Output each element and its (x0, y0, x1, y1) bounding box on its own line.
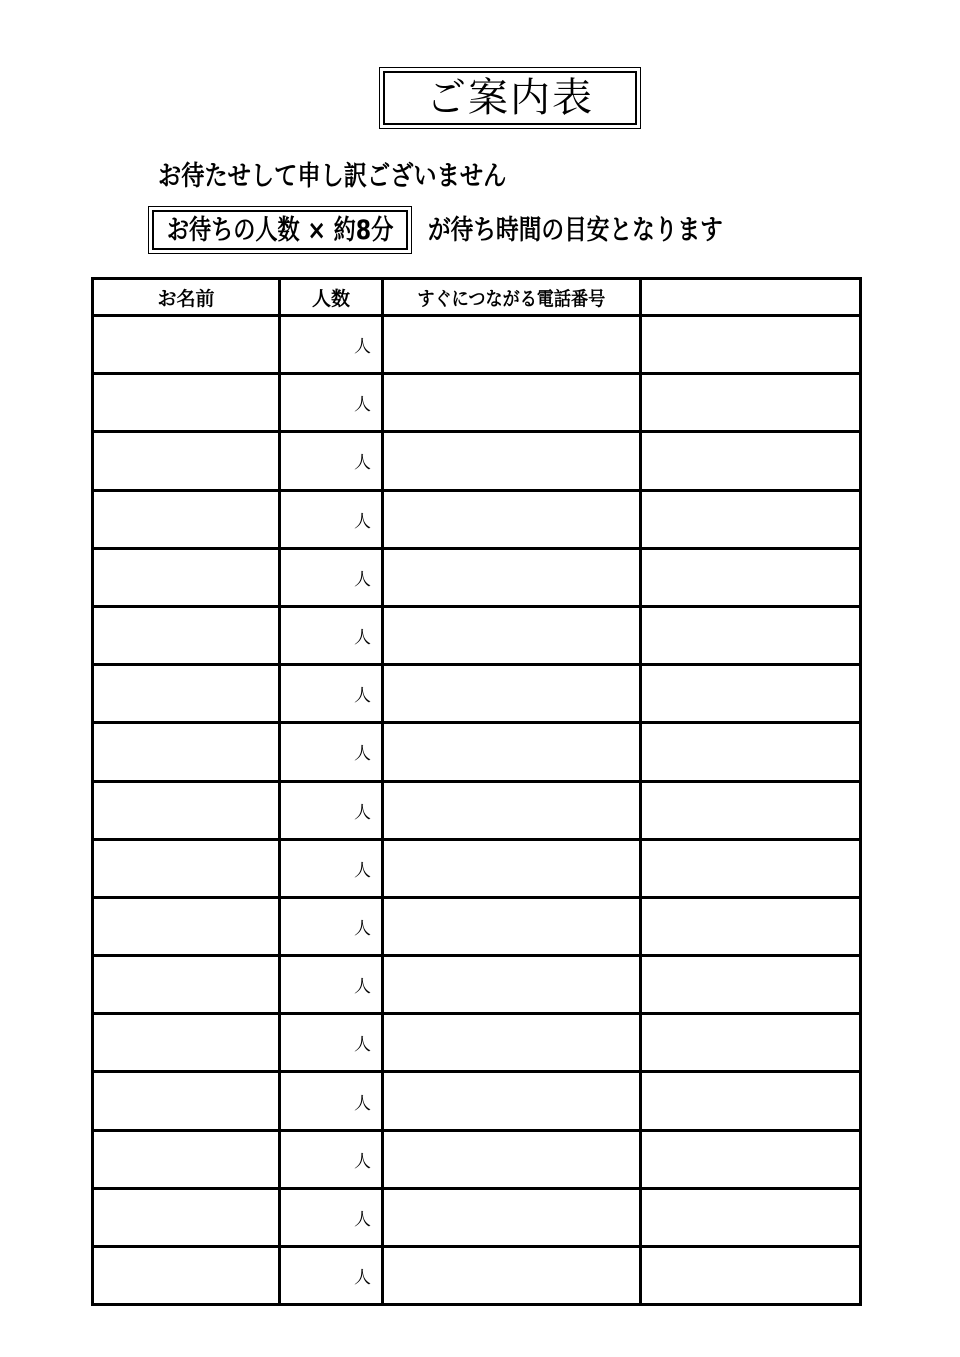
phone-cell[interactable] (383, 897, 641, 955)
party-size-cell[interactable] (280, 490, 383, 548)
name-cell[interactable] (93, 781, 280, 839)
name-cell[interactable] (93, 839, 280, 897)
party-size-cell[interactable] (280, 316, 383, 374)
extra-cell[interactable] (641, 956, 861, 1014)
extra-cell[interactable] (641, 897, 861, 955)
table-row (93, 781, 861, 839)
header-phone (383, 279, 641, 316)
header-phone-label: すぐにつながる電話番号 (417, 287, 606, 310)
phone-cell[interactable] (383, 1072, 641, 1130)
extra-cell[interactable] (641, 548, 861, 606)
header-name: お名前 (93, 279, 280, 316)
name-cell[interactable] (93, 897, 280, 955)
person-unit-label: 人 (354, 1209, 371, 1230)
table-row (93, 490, 861, 548)
table-row (93, 839, 861, 897)
party-size-cell[interactable] (280, 1247, 383, 1305)
table-row (93, 897, 861, 955)
phone-cell[interactable] (383, 1014, 641, 1072)
party-size-cell[interactable] (280, 606, 383, 664)
phone-cell[interactable] (383, 781, 641, 839)
person-unit-label: 人 (354, 977, 371, 998)
table-row (93, 665, 861, 723)
name-cell[interactable] (93, 1014, 280, 1072)
person-unit-label: 人 (354, 453, 371, 474)
party-size-cell[interactable] (280, 432, 383, 490)
phone-cell[interactable] (383, 1188, 641, 1246)
wait-formula-suffix: が待ち時間の目安となります (428, 215, 723, 246)
guest-list-table (91, 277, 862, 1306)
table-row (93, 1072, 861, 1130)
table-row (93, 956, 861, 1014)
name-cell[interactable] (93, 606, 280, 664)
extra-cell[interactable] (641, 723, 861, 781)
table-row (93, 606, 861, 664)
phone-cell[interactable] (383, 316, 641, 374)
person-unit-label: 人 (354, 628, 371, 649)
party-size-cell[interactable] (280, 839, 383, 897)
person-unit-label: 人 (354, 1151, 371, 1172)
name-cell[interactable] (93, 723, 280, 781)
name-cell[interactable] (93, 490, 280, 548)
party-size-cell[interactable] (280, 1014, 383, 1072)
phone-cell[interactable] (383, 839, 641, 897)
person-unit-label: 人 (354, 1268, 371, 1289)
phone-cell[interactable] (383, 548, 641, 606)
extra-cell[interactable] (641, 490, 861, 548)
guest-rows (93, 316, 861, 1305)
page-title: ご案内表 (426, 75, 594, 121)
header-extra (641, 279, 861, 316)
extra-cell[interactable] (641, 1072, 861, 1130)
phone-cell[interactable] (383, 374, 641, 432)
name-cell[interactable] (93, 374, 280, 432)
name-cell[interactable] (93, 548, 280, 606)
table-row (93, 316, 861, 374)
party-size-cell[interactable] (280, 897, 383, 955)
phone-cell[interactable] (383, 665, 641, 723)
extra-cell[interactable] (641, 1188, 861, 1246)
extra-cell[interactable] (641, 1247, 861, 1305)
phone-cell[interactable] (383, 1247, 641, 1305)
extra-cell[interactable] (641, 665, 861, 723)
person-unit-label: 人 (354, 802, 371, 823)
phone-cell[interactable] (383, 956, 641, 1014)
extra-cell[interactable] (641, 432, 861, 490)
name-cell[interactable] (93, 665, 280, 723)
party-size-cell[interactable] (280, 374, 383, 432)
phone-cell[interactable] (383, 490, 641, 548)
party-size-cell[interactable] (280, 1188, 383, 1246)
person-unit-label: 人 (354, 337, 371, 358)
title-box (379, 67, 641, 129)
person-unit-label: 人 (354, 686, 371, 707)
extra-cell[interactable] (641, 606, 861, 664)
party-size-cell[interactable] (280, 723, 383, 781)
extra-cell[interactable] (641, 781, 861, 839)
table-row (93, 1188, 861, 1246)
name-cell[interactable] (93, 1130, 280, 1188)
party-size-cell[interactable] (280, 1072, 383, 1130)
table-row (93, 374, 861, 432)
person-unit-label: 人 (354, 1035, 371, 1056)
table-header-row (93, 279, 861, 316)
table-row (93, 723, 861, 781)
phone-cell[interactable] (383, 606, 641, 664)
name-cell[interactable] (93, 432, 280, 490)
person-unit-label: 人 (354, 395, 371, 416)
table-row (93, 1130, 861, 1188)
table-row (93, 432, 861, 490)
phone-cell[interactable] (383, 1130, 641, 1188)
person-unit-label: 人 (354, 1093, 371, 1114)
table-row (93, 1014, 861, 1072)
name-cell[interactable] (93, 1247, 280, 1305)
apology-text: お待たせして申し訳ございません (158, 161, 507, 192)
party-size-cell[interactable] (280, 548, 383, 606)
name-cell[interactable] (93, 1072, 280, 1130)
name-cell[interactable] (93, 1188, 280, 1246)
extra-cell[interactable] (641, 316, 861, 374)
name-cell[interactable] (93, 316, 280, 374)
extra-cell[interactable] (641, 1130, 861, 1188)
party-size-cell[interactable] (280, 781, 383, 839)
extra-cell[interactable] (641, 374, 861, 432)
table-row (93, 1247, 861, 1305)
extra-cell[interactable] (641, 839, 861, 897)
person-unit-label: 人 (354, 860, 371, 881)
name-cell[interactable] (93, 956, 280, 1014)
party-size-cell[interactable] (280, 665, 383, 723)
phone-cell[interactable] (383, 723, 641, 781)
person-unit-label: 人 (354, 744, 371, 765)
phone-cell[interactable] (383, 432, 641, 490)
party-size-cell[interactable] (280, 1130, 383, 1188)
person-unit-label: 人 (354, 918, 371, 939)
header-party-size: 人数 (280, 279, 383, 316)
wait-formula-text: お待ちの人数 × 約8分 (166, 214, 394, 246)
extra-cell[interactable] (641, 1014, 861, 1072)
table-row (93, 548, 861, 606)
wait-formula-box (148, 206, 412, 254)
person-unit-label: 人 (354, 569, 371, 590)
party-size-cell[interactable] (280, 956, 383, 1014)
person-unit-label: 人 (354, 511, 371, 532)
